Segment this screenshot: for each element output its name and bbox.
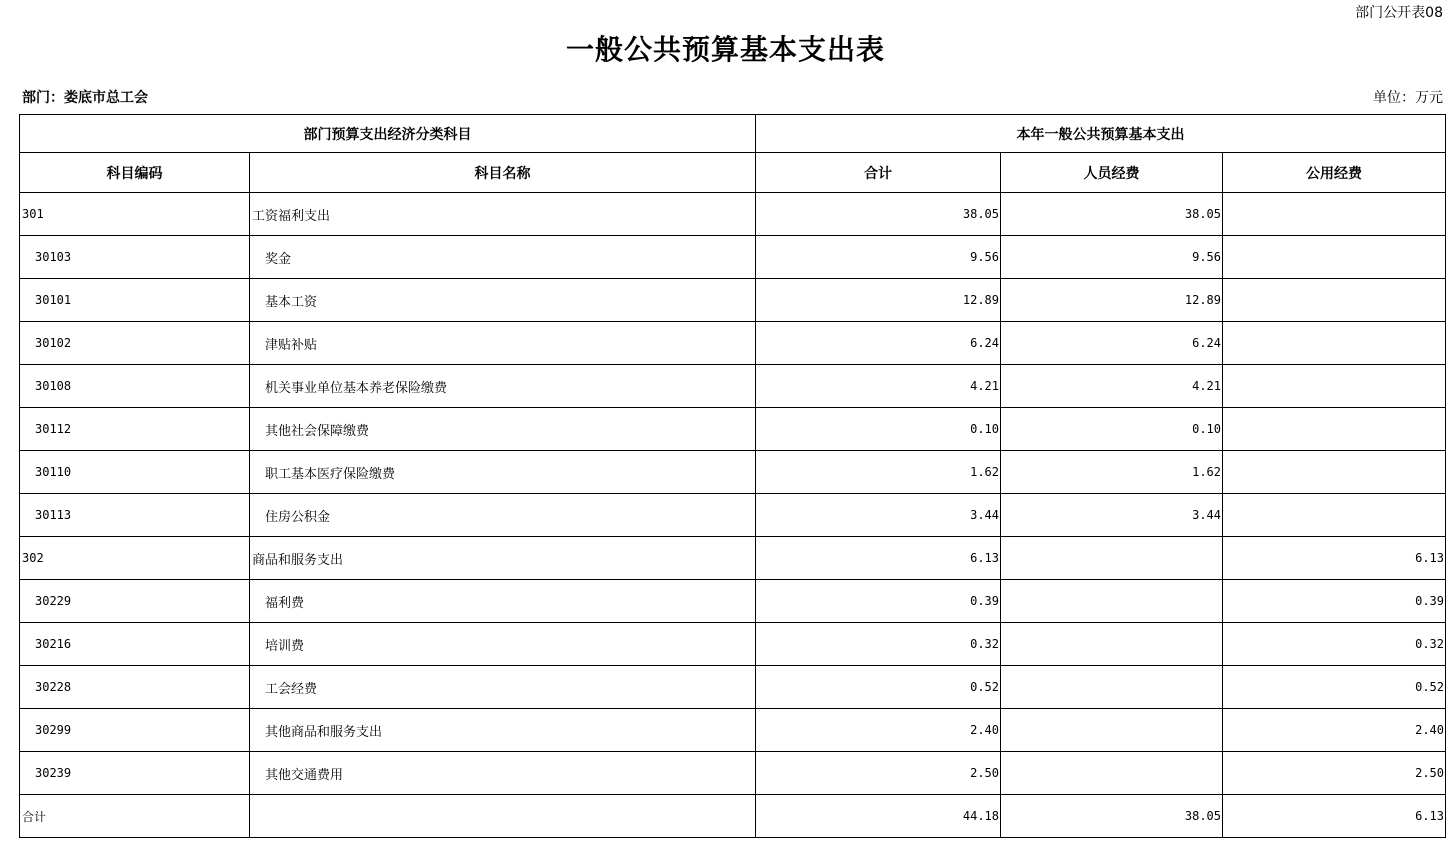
table-row xyxy=(20,666,1446,709)
cell-total: 6.24 xyxy=(756,322,1001,365)
cell-personnel: 38.05 xyxy=(1001,795,1223,838)
cell-name: 培训费 xyxy=(250,623,756,666)
cell-total: 44.18 xyxy=(756,795,1001,838)
cell-public xyxy=(1223,494,1446,537)
table-row xyxy=(20,709,1446,752)
cell-name: 其他社会保障缴费 xyxy=(250,408,756,451)
cell-code: 30102 xyxy=(20,322,250,365)
table-row xyxy=(20,752,1446,795)
cell-name: 基本工资 xyxy=(250,279,756,322)
cell-personnel xyxy=(1001,537,1223,580)
column-header-public: 公用经费 xyxy=(1223,153,1446,193)
cell-public xyxy=(1223,236,1446,279)
cell-public: 6.13 xyxy=(1223,795,1446,838)
cell-personnel: 3.44 xyxy=(1001,494,1223,537)
cell-name: 工资福利支出 xyxy=(250,193,756,236)
cell-personnel xyxy=(1001,752,1223,795)
cell-name: 奖金 xyxy=(250,236,756,279)
cell-personnel xyxy=(1001,666,1223,709)
group-header-expenditure: 本年一般公共预算基本支出 xyxy=(756,115,1446,153)
cell-name: 福利费 xyxy=(250,580,756,623)
cell-code: 30108 xyxy=(20,365,250,408)
form-code: 部门公开表08 xyxy=(1355,5,1443,21)
cell-name: 住房公积金 xyxy=(250,494,756,537)
cell-public: 0.39 xyxy=(1223,580,1446,623)
page-title: 一般公共预算基本支出表 xyxy=(565,33,885,66)
cell-personnel: 1.62 xyxy=(1001,451,1223,494)
table-row xyxy=(20,365,1446,408)
cell-total: 0.10 xyxy=(756,408,1001,451)
cell-name: 其他商品和服务支出 xyxy=(250,709,756,752)
cell-public xyxy=(1223,279,1446,322)
unit-label: 单位：万元 xyxy=(1373,90,1443,106)
table-row xyxy=(20,451,1446,494)
column-header-personnel: 人员经费 xyxy=(1001,153,1223,193)
cell-code: 30299 xyxy=(20,709,250,752)
cell-personnel: 12.89 xyxy=(1001,279,1223,322)
cell-name: 工会经费 xyxy=(250,666,756,709)
table-row xyxy=(20,279,1446,322)
cell-code: 302 xyxy=(20,537,250,580)
cell-code: 301 xyxy=(20,193,250,236)
table-row xyxy=(20,580,1446,623)
column-header-total: 合计 xyxy=(756,153,1001,193)
cell-code: 30110 xyxy=(20,451,250,494)
cell-public xyxy=(1223,193,1446,236)
cell-public: 0.52 xyxy=(1223,666,1446,709)
table-row xyxy=(20,795,1446,838)
cell-public: 6.13 xyxy=(1223,537,1446,580)
cell-code: 30239 xyxy=(20,752,250,795)
cell-public: 2.40 xyxy=(1223,709,1446,752)
cell-total: 2.50 xyxy=(756,752,1001,795)
cell-personnel: 0.10 xyxy=(1001,408,1223,451)
group-header-classification: 部门预算支出经济分类科目 xyxy=(20,115,756,153)
budget-table xyxy=(19,114,1446,838)
cell-total: 12.89 xyxy=(756,279,1001,322)
cell-total: 2.40 xyxy=(756,709,1001,752)
cell-total: 0.52 xyxy=(756,666,1001,709)
cell-personnel: 38.05 xyxy=(1001,193,1223,236)
cell-code: 30229 xyxy=(20,580,250,623)
cell-code: 30112 xyxy=(20,408,250,451)
cell-public: 0.32 xyxy=(1223,623,1446,666)
table-row xyxy=(20,193,1446,236)
cell-public xyxy=(1223,322,1446,365)
cell-total: 0.39 xyxy=(756,580,1001,623)
cell-total: 0.32 xyxy=(756,623,1001,666)
cell-personnel: 4.21 xyxy=(1001,365,1223,408)
cell-public xyxy=(1223,408,1446,451)
cell-personnel xyxy=(1001,580,1223,623)
cell-code: 30228 xyxy=(20,666,250,709)
cell-code: 30113 xyxy=(20,494,250,537)
cell-personnel: 9.56 xyxy=(1001,236,1223,279)
cell-total: 3.44 xyxy=(756,494,1001,537)
cell-total: 38.05 xyxy=(756,193,1001,236)
table-row xyxy=(20,236,1446,279)
department-label: 部门：娄底市总工会 xyxy=(22,90,148,106)
cell-public xyxy=(1223,365,1446,408)
cell-code: 30101 xyxy=(20,279,250,322)
cell-total: 1.62 xyxy=(756,451,1001,494)
column-header-name: 科目名称 xyxy=(250,153,756,193)
cell-name: 职工基本医疗保险缴费 xyxy=(250,451,756,494)
cell-total: 6.13 xyxy=(756,537,1001,580)
cell-name: 机关事业单位基本养老保险缴费 xyxy=(250,365,756,408)
table-row xyxy=(20,322,1446,365)
cell-public xyxy=(1223,451,1446,494)
cell-name: 津贴补贴 xyxy=(250,322,756,365)
cell-code: 合计 xyxy=(20,795,250,838)
cell-name: 商品和服务支出 xyxy=(250,537,756,580)
cell-personnel xyxy=(1001,623,1223,666)
cell-name xyxy=(250,795,756,838)
cell-code: 30103 xyxy=(20,236,250,279)
cell-personnel xyxy=(1001,709,1223,752)
table-row xyxy=(20,537,1446,580)
cell-total: 9.56 xyxy=(756,236,1001,279)
table-row xyxy=(20,623,1446,666)
cell-total: 4.21 xyxy=(756,365,1001,408)
cell-public: 2.50 xyxy=(1223,752,1446,795)
cell-code: 30216 xyxy=(20,623,250,666)
column-header-code: 科目编码 xyxy=(20,153,250,193)
cell-personnel: 6.24 xyxy=(1001,322,1223,365)
cell-name: 其他交通费用 xyxy=(250,752,756,795)
table-row xyxy=(20,494,1446,537)
table-row xyxy=(20,408,1446,451)
